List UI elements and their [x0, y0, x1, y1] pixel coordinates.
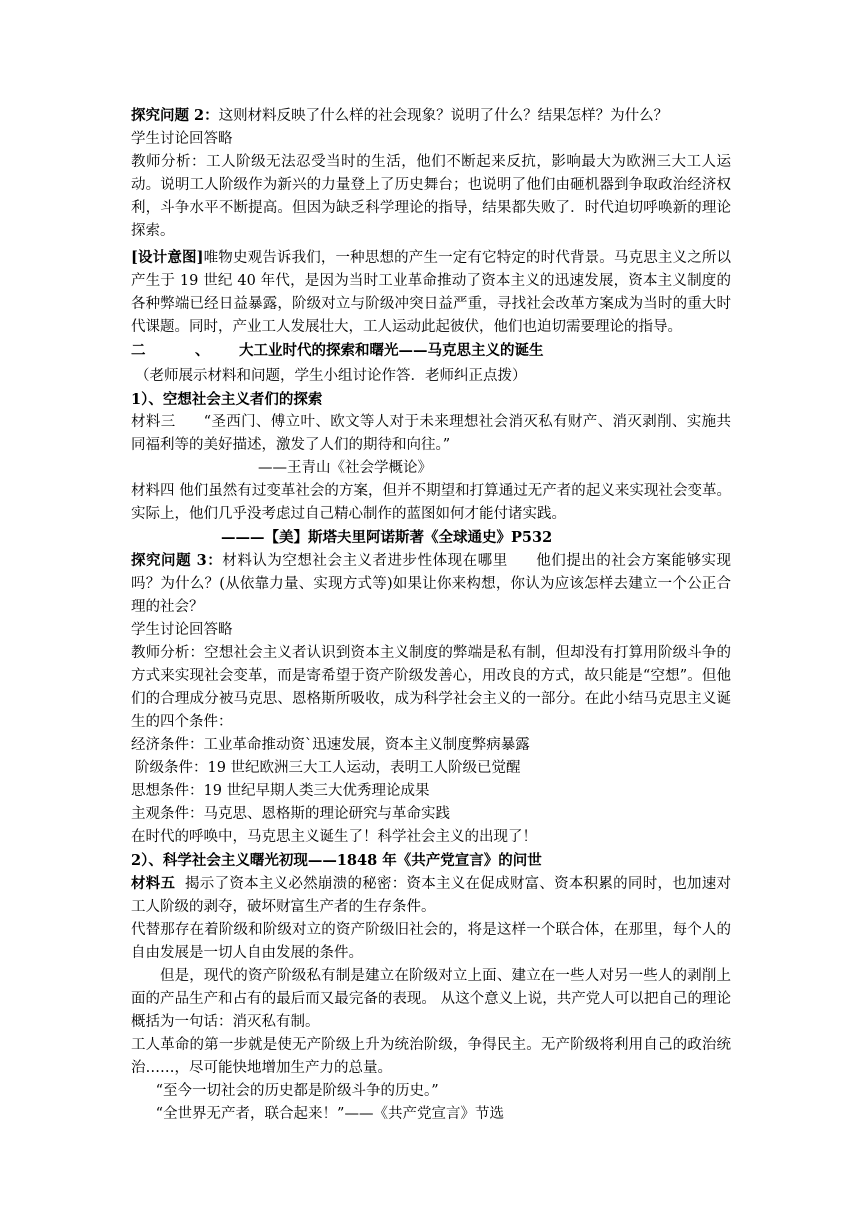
material-5-text: 揭示了资本主义必然崩溃的秘密：资本主义在促成财富、资本积累的同时，也加速对工人阶级的剥夺，破坏财富生产者的生存条件。 [131, 876, 732, 915]
material-4 [131, 480, 731, 526]
material-5-paragraph-3: 但是，现代的资产阶级私有制是建立在阶级对立上面、建立在一些人对另一些人的剥削上面的产品生产和占有的最后而又最完备的表现。 从这个意义上说，共产党人可以把自己的理论概括为一句话：消灭私有制。 [131, 968, 731, 1030]
material-5-label: 材料五 [131, 875, 176, 892]
question-2 [131, 104, 731, 128]
teacher-analysis-1: 教师分析：工人阶级无法忍受当时的生活，他们不断起来反抗，影响最大为欧洲三大工人运动。说明工人阶级作为新兴的力量登上了历史舞台；也说明了他们由砸机器到争取政治经济权利，斗争水平不断提高。但因为缺乏科学理论的指导，结果都失败了．时代迫切呼唤新的理论探索。 [131, 154, 731, 239]
material-5 [131, 872, 731, 919]
teacher-analysis-2: 教师分析：空想社会主义者认识到资本主义制度的弊端是私有制，但却没有打算用阶级斗争的方式来实现社会变革，而是寄希望于资产阶级发善心，用改良的方式，故只能是“空想”。但他们的合理成分被马克思、恩格斯所吸收，成为科学社会主义的一部分。在此小结马克思主义诞生的四个条件： [131, 645, 731, 730]
subsection-1-heading: 1）、空想社会主义者们的探索 [131, 391, 323, 408]
section-2-heading [131, 339, 731, 362]
quote-class-struggle: “至今一切社会的历史都是阶级斗争的历史。” [155, 1083, 439, 1099]
condition-class: 阶级条件：19 世纪欧洲三大工人运动，表明工人阶级已觉醒 [135, 760, 521, 776]
condition-thought: 思想条件：19 世纪早期人类三大优秀理论成果 [131, 783, 430, 799]
question-3-text-a: 材料认为空想社会主义者进步性体现在哪里 [222, 553, 508, 569]
question-2-label: 探究问题 2： [131, 107, 219, 124]
question-3 [131, 549, 731, 619]
section-2-number: 二 [131, 342, 146, 359]
activity-note: （老师展示材料和问题，学生小组讨论作答．老师纠正点拨） [135, 368, 527, 384]
material-4-text: 他们虽然有过变革社会的方案，但并不期望和打算通过无产者的起义来实现社会变革。实际上，他们几乎没考虑过自己精心制作的蓝图如何才能付诸实践。 [131, 483, 732, 522]
material-4-label: 材料四 [131, 483, 175, 499]
material-5-paragraph-2: 代替那存在着阶级和阶级对立的资产阶级旧社会的，将是这样一个联合体，在那里，每个人的自由发展是一切人自由发展的条件。 [131, 922, 731, 961]
conclusion: 在时代的呼唤中，马克思主义诞生了！科学社会主义的出现了！ [131, 829, 537, 845]
design-intent [131, 246, 731, 339]
material-3 [131, 411, 731, 457]
question-3-text-b: 他们提出的社会方案能够实现吗？为什么？(从依靠力量、实现方式等)如果让你来构想，你认为应该怎样去建立一个公正合理的社会？ [131, 553, 732, 615]
material-4-citation: ———【美】斯塔夫里阿诺斯著《全球通史》P532 [221, 529, 553, 546]
material-3-citation: ——王青山《社会学概论》 [258, 460, 432, 476]
section-2-separator: 、 [195, 342, 210, 359]
question-2-text: 这则材料反映了什么样的社会现象？说明了什么？结果怎样？为什么？ [218, 108, 669, 124]
subsection-2-heading: 2）、科学社会主义曙光初现——1848 年《共产党宣言》的问世 [131, 852, 542, 869]
design-intent-text: 唯物史观告诉我们，一种思想的产生一定有它特定的时代背景。马克思主义之所以产生于 19 世纪 40 年代，是因为当时工业革命推动了资本主义的迅速发展，资本主义制度的各种弊端已经日益暴露，阶级对立与阶级冲突日益严重，寻找社会改革方案成为当时的重大时代课题。同时，产业工人发展壮大，工人运动此起彼伏，他们也迫切需要理论的指导。 [131, 250, 731, 335]
material-3-label: 材料三 [131, 414, 176, 430]
document-body [131, 104, 731, 1126]
material-5-paragraph-4: 工人革命的第一步就是使无产阶级上升为统治阶级，争得民主。无产阶级将利用自己的政治统治……，尽可能快地增加生产力的总量。 [131, 1037, 731, 1076]
design-intent-label: [设计意图] [131, 249, 204, 266]
condition-economic: 经济条件：工业革命推动资`迅速发展，资本主义制度弊病暴露 [131, 737, 530, 753]
section-2-title: 大工业时代的探索和曙光——马克思主义的诞生 [239, 342, 544, 359]
question-3-label: 探究问题 3： [131, 552, 223, 569]
quote-workers-unite: “全世界无产者，联合起来！”——《共产党宣言》节选 [155, 1106, 504, 1122]
student-discussion-1: 学生讨论回答略 [131, 131, 233, 147]
condition-subjective: 主观条件：马克思、恩格斯的理论研究与革命实践 [131, 806, 450, 822]
material-3-text: “圣西门、傅立叶、欧文等人对于未来理想社会消灭私有财产、消灭剥削、实施共同福利等的美好描述，激发了人们的期待和向往。” [131, 414, 731, 453]
student-discussion-2: 学生讨论回答略 [131, 622, 233, 638]
